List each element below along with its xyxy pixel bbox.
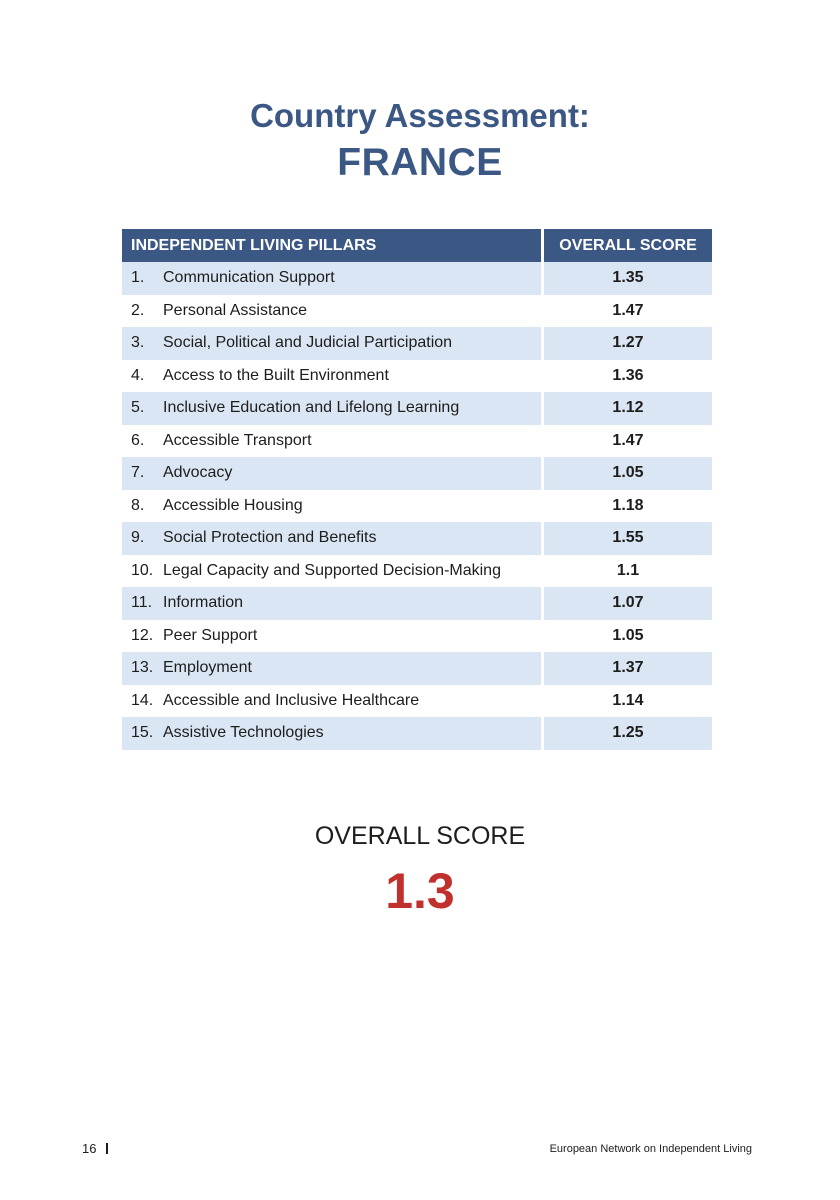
page-number-separator [106,1143,108,1154]
table-row [122,327,712,360]
row-number: 1. [131,269,145,287]
pillar-cell [122,620,544,653]
score-cell: 1.47 [612,301,644,319]
pillar-name: Accessible Housing [163,496,303,514]
column-header-pillars: INDEPENDENT LIVING PILLARS [122,229,544,262]
table-row [122,425,712,458]
table-body [122,262,712,750]
page-number-value: 16 [82,1141,97,1156]
table-row [122,392,712,425]
score-cell: 1.36 [612,366,644,384]
pillar-cell [122,490,544,523]
score-cell: 1.47 [612,431,644,449]
pillar-cell [122,457,544,490]
table-row [122,685,712,718]
footer-organization: European Network on Independent Living [549,1143,752,1155]
row-number: 5. [131,399,145,417]
pillar-cell [122,295,544,328]
table-row [122,555,712,588]
table-row [122,262,712,295]
pillar-cell [122,425,544,458]
pillar-cell [122,522,544,555]
pillar-name: Social, Political and Judicial Participation [163,334,453,352]
row-number: 9. [131,529,145,547]
row-number: 14. [131,691,154,709]
score-cell: 1.14 [612,691,644,709]
score-cell: 1.12 [544,392,712,425]
pillar-cell [122,360,544,393]
pillar-name: Accessible and Inclusive Healthcare [163,691,420,709]
table-row [122,295,712,328]
row-number: 4. [131,366,145,384]
pillar-cell [122,717,544,750]
page-number [82,1141,108,1156]
row-number: 3. [131,334,145,352]
row-number: 13. [131,659,154,677]
row-number: 8. [131,496,145,514]
score-cell: 1.07 [544,587,712,620]
table-row [122,620,712,653]
score-cell: 1.1 [616,561,640,579]
table-row [122,360,712,393]
table-row [122,587,712,620]
pillar-name: Accessible Transport [163,431,312,449]
row-number: 2. [131,301,145,319]
row-number: 7. [131,464,145,482]
pillar-name: Assistive Technologies [163,724,324,742]
pillar-name: Inclusive Education and Lifelong Learning [163,399,460,417]
row-number: 10. [131,561,154,579]
page-title [0,96,840,187]
pillar-cell [122,327,544,360]
pillar-cell [122,392,544,425]
pillar-cell [122,555,544,588]
table-row [122,490,712,523]
score-cell: 1.35 [544,262,712,295]
pillar-name: Employment [163,659,252,677]
score-cell: 1.05 [544,457,712,490]
pillar-name: Communication Support [163,269,335,287]
overall-score-value: 1.3 [385,863,455,919]
country-name: FRANCE [337,141,503,184]
column-header-score: OVERALL SCORE [544,229,712,262]
score-cell: 1.18 [612,496,644,514]
pillar-name: Peer Support [163,626,258,644]
row-number: 11. [131,594,153,612]
row-number: 6. [131,431,145,449]
pillar-name: Access to the Built Environment [163,366,389,384]
table-row [122,522,712,555]
pillar-cell [122,652,544,685]
score-cell: 1.37 [544,652,712,685]
pillar-cell [122,587,544,620]
pillar-cell [122,685,544,718]
pillars-score-table [122,229,712,750]
pillar-name: Information [163,594,244,612]
score-cell: 1.25 [544,717,712,750]
score-cell: 1.27 [544,327,712,360]
pillar-name: Social Protection and Benefits [163,529,377,547]
table-header-row [122,229,712,262]
table-row [122,652,712,685]
score-cell: 1.05 [612,626,644,644]
table-row [122,717,712,750]
pillar-cell [122,262,544,295]
row-number: 12. [131,626,154,644]
pillar-name: Legal Capacity and Supported Decision-Making [163,561,501,579]
score-cell: 1.55 [544,522,712,555]
pillar-name: Personal Assistance [163,301,308,319]
pillar-name: Advocacy [163,464,233,482]
overall-score-label: OVERALL SCORE [314,822,526,850]
title-heading: Country Assessment: [250,97,590,134]
row-number: 15. [131,724,154,742]
table-row [122,457,712,490]
